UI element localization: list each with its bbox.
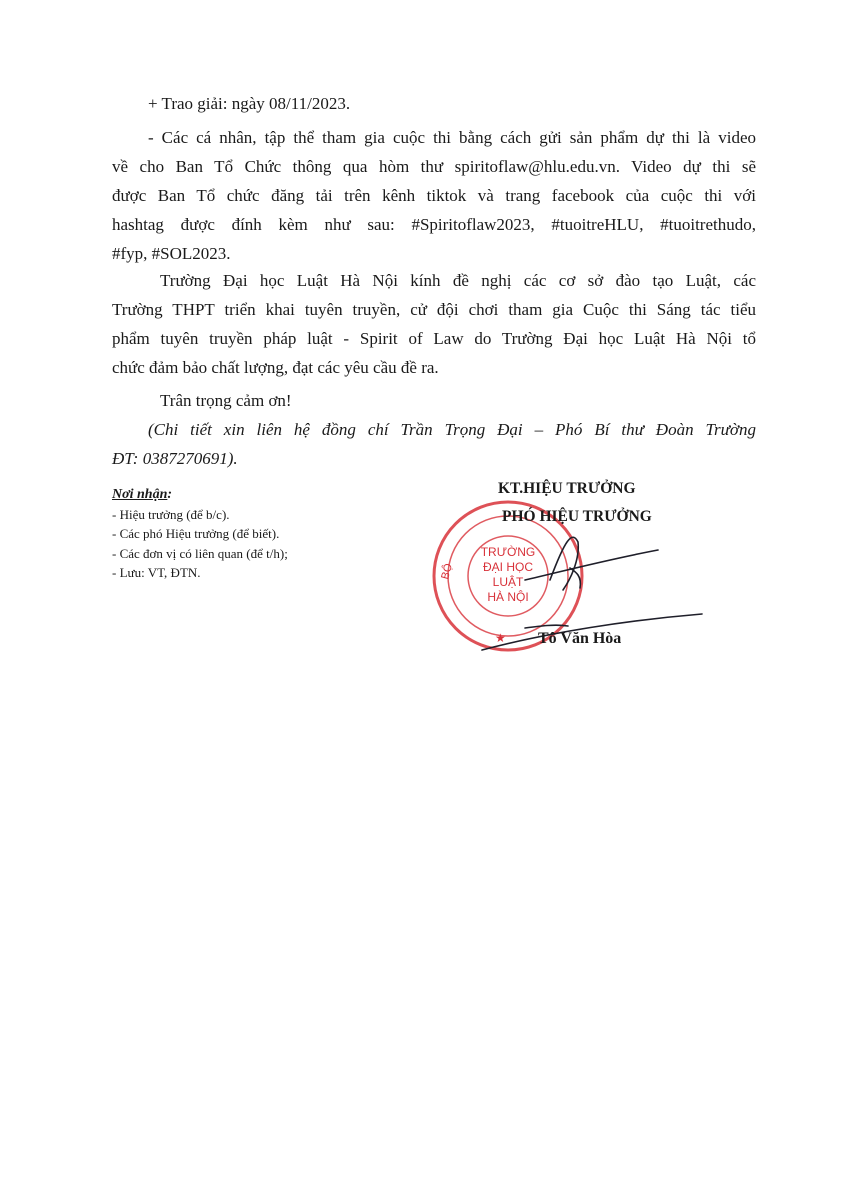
recipient-item: - Lưu: VT, ĐTN. [112, 565, 201, 580]
contact-line-1: (Chi tiết xin liên hệ đồng chí Trần Trọng Đại – Phó Bí thư Đoàn Trường [148, 420, 756, 439]
recipient-item: - Các phó Hiệu trưởng (để biết). [112, 526, 280, 541]
signature-block [430, 480, 730, 660]
recipient-item: - Các đơn vị có liên quan (để t/h); [112, 545, 288, 561]
para2-line-4: chức đảm bảo chất lượng, đạt các yêu cầu đề ra. [112, 358, 439, 377]
para1-line-5: #fyp, #SOL2023. [112, 244, 231, 263]
seal-inner-line-3: LUẬT [492, 575, 524, 589]
thanks-line: Trân trọng cảm ơn! [160, 391, 292, 410]
signature-stroke-3 [570, 568, 580, 588]
seal-inner-line-1: TRƯỜNG [480, 545, 536, 559]
para2-line-3: phẩm tuyên truyền pháp luật - Spirit of Law do Trường Đại học Luật Hà Nội tổ [112, 329, 756, 348]
seal-star-icon: ★ [495, 631, 506, 645]
para2-line-2: Trường THPT triển khai tuyên truyền, cử đội chơi tham gia Cuộc thi Sáng tác tiểu [112, 300, 756, 319]
recipients-block [112, 484, 288, 583]
para1-line-3: được Ban Tổ chức đăng tải trên kênh tiktok và trang facebook của cuộc thi với [112, 186, 756, 205]
seal-inner-line-4: HÀ NỘI [487, 590, 529, 604]
contact-line-2: ĐT: 0387270691). [112, 449, 238, 468]
signature-name: Tô Văn Hòa [538, 630, 622, 647]
signature-title-2: PHÓ HIỆU TRƯỞNG [502, 508, 652, 525]
para1-line-4: hashtag được đính kèm như sau: #Spiritoflaw2023, #tuoitreHLU, #tuoitrethudo, [112, 215, 756, 234]
signature-title-1: KT.HIỆU TRƯỞNG [498, 480, 636, 497]
seal-ring-label: BỘ [439, 562, 456, 581]
recipients-colon: : [167, 487, 173, 502]
signature-stroke-1 [525, 550, 658, 580]
award-date-line: + Trao giải: ngày 08/11/2023. [148, 94, 351, 113]
para2-line-1: Trường Đại học Luật Hà Nội kính đề nghị các cơ sở đào tạo Luật, các [160, 271, 756, 290]
recipient-item: - Hiệu trưởng (để b/c). [112, 506, 230, 522]
para1-line-1: - Các cá nhân, tập thể tham gia cuộc thi bằng cách gửi sản phẩm dự thi là video [148, 128, 756, 147]
recipients-heading [112, 484, 288, 505]
seal-inner-line-2: ĐẠI HỌC [482, 560, 534, 574]
para1-line-2: về cho Ban Tổ Chức thông qua hòm thư spiritoflaw@hlu.edu.vn. Video dự thi sẽ [112, 157, 756, 176]
recipients-title: Nơi nhận [112, 487, 168, 502]
